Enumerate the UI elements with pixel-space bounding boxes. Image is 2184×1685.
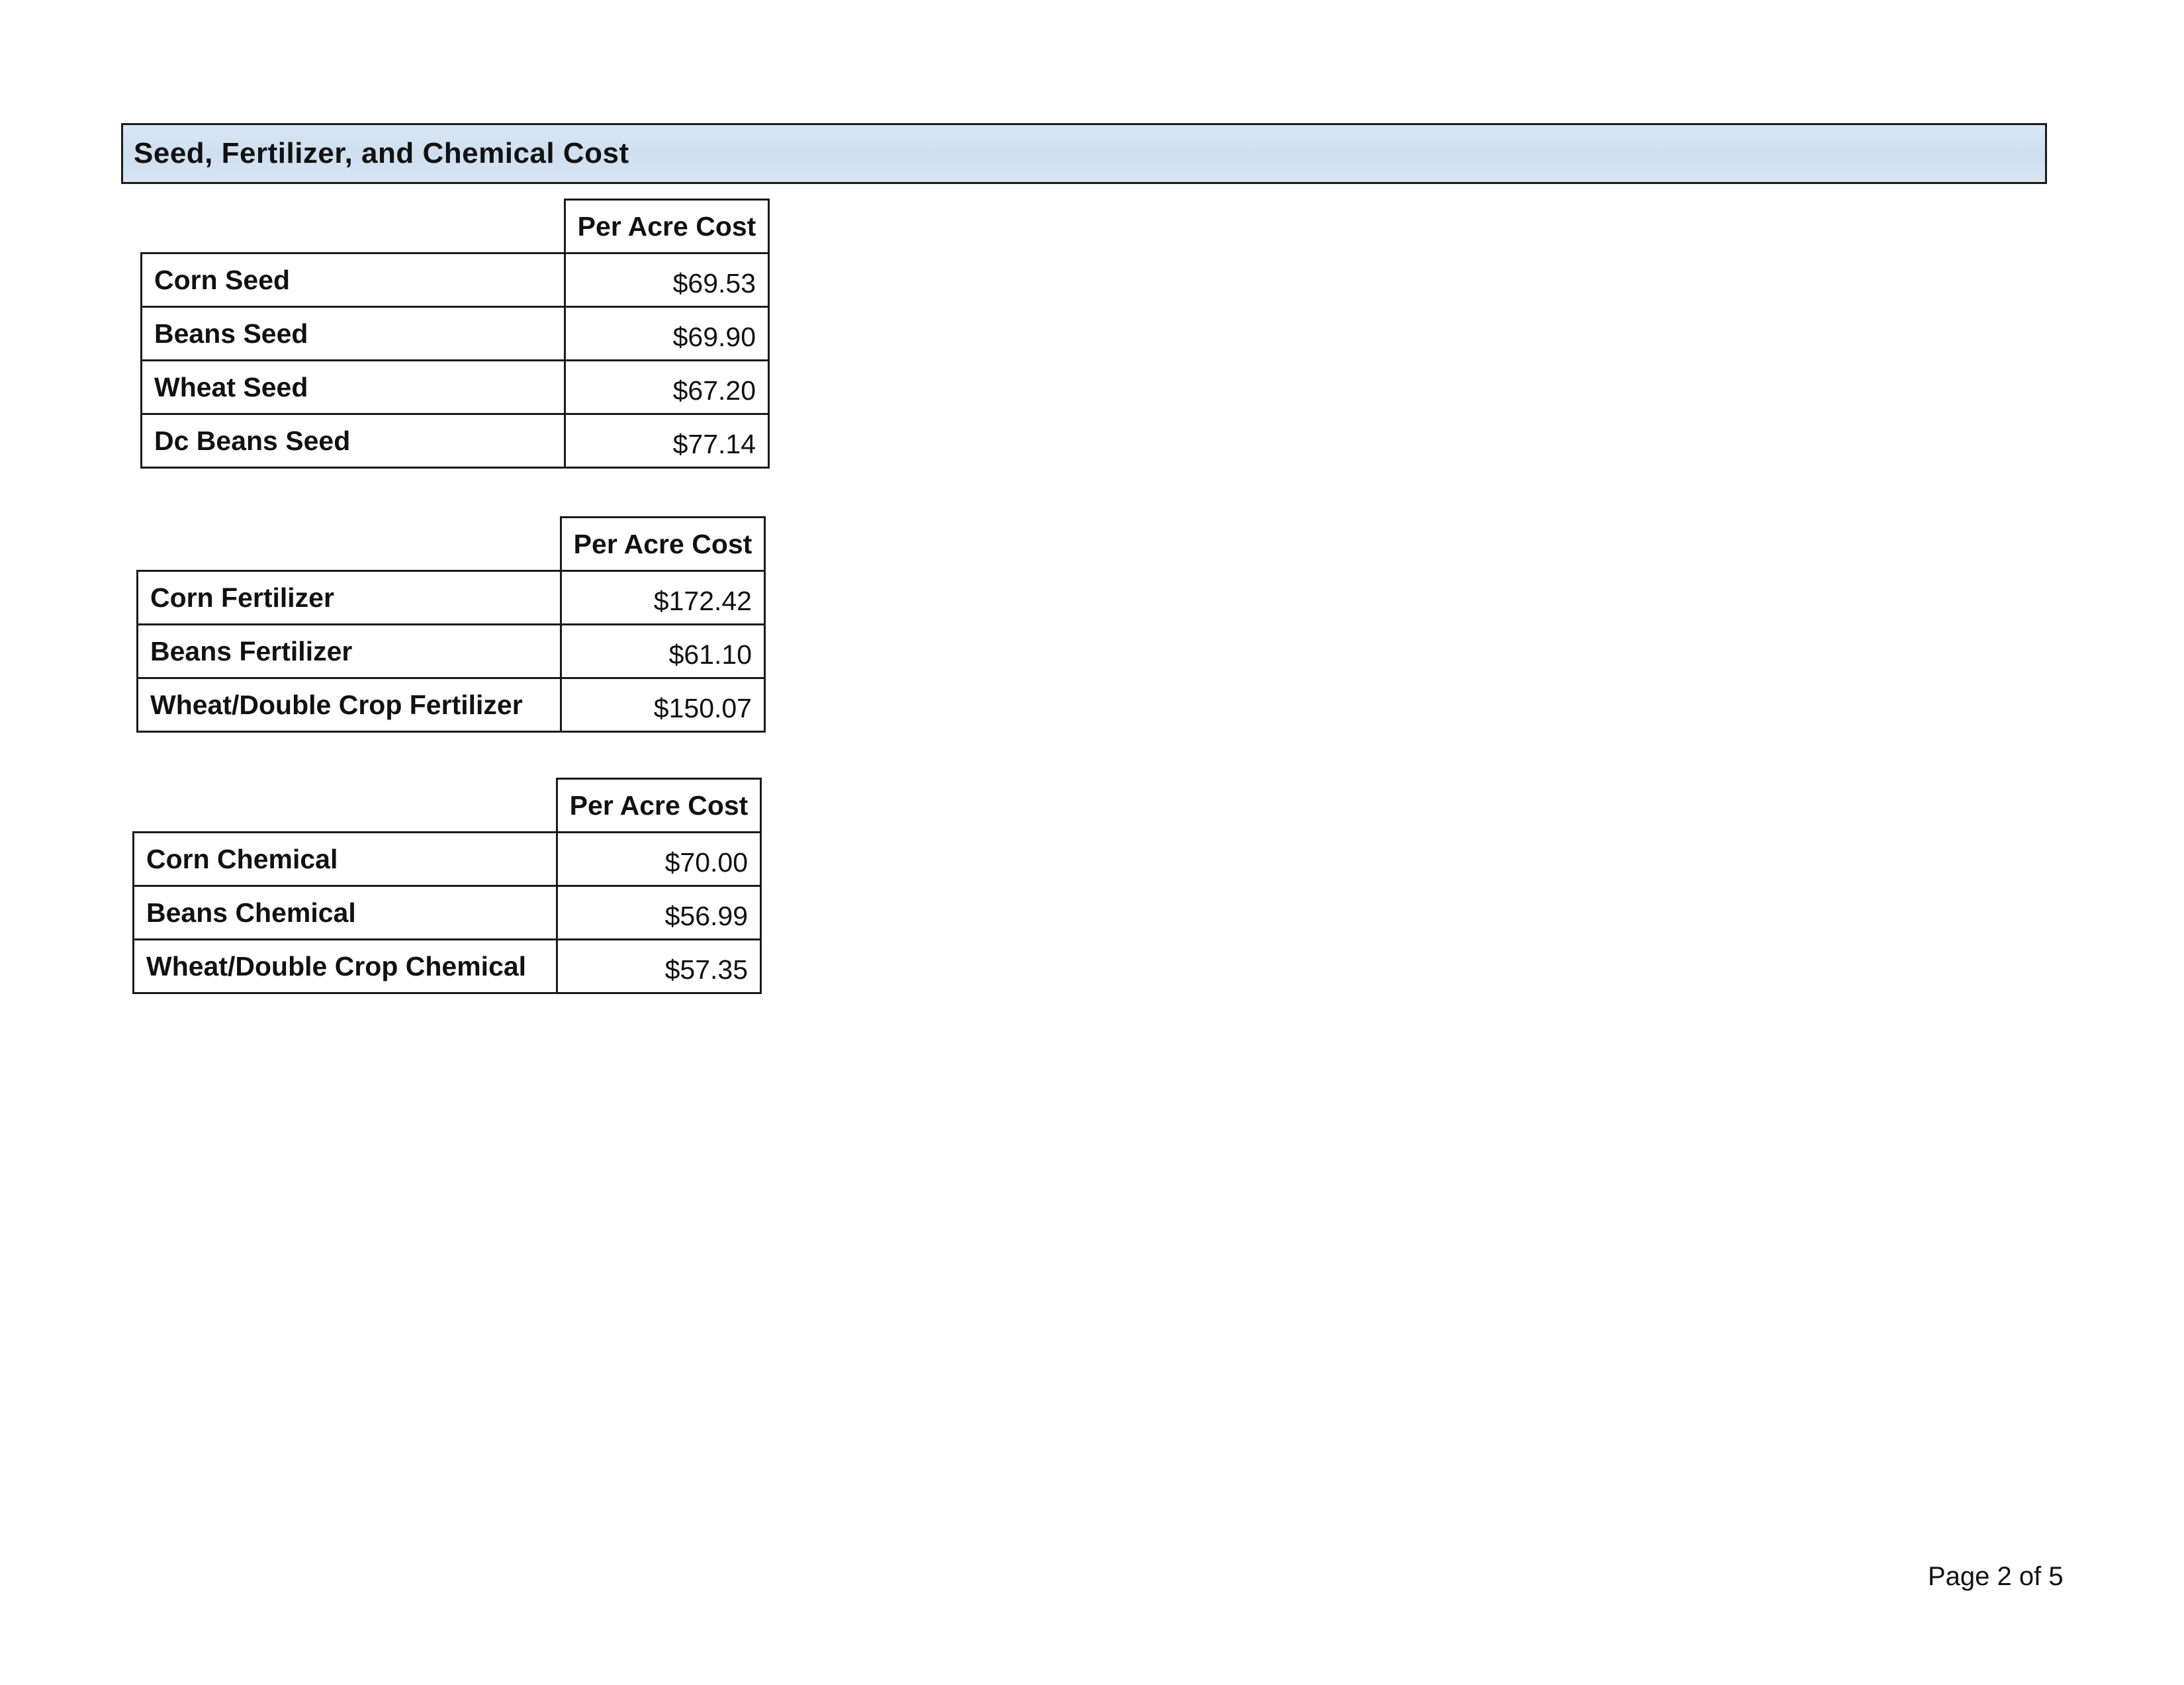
row-value: $70.00 <box>557 833 761 886</box>
row-value: $150.07 <box>561 678 765 732</box>
row-label: Wheat/Double Crop Fertilizer <box>138 678 561 732</box>
chemical-cost-table <box>132 778 762 994</box>
seed-cost-table <box>140 199 770 469</box>
row-value: $69.90 <box>565 307 769 361</box>
table-row <box>134 940 761 993</box>
row-label: Corn Fertilizer <box>138 571 561 625</box>
fertilizer-cost-table <box>136 516 766 733</box>
row-value: $69.53 <box>565 253 769 307</box>
row-label: Dc Beans Seed <box>142 414 565 468</box>
table-row <box>138 571 765 625</box>
row-value: $67.20 <box>565 361 769 414</box>
row-label: Beans Seed <box>142 307 565 361</box>
row-label: Beans Fertilizer <box>138 625 561 678</box>
table-row <box>134 886 761 940</box>
row-label: Wheat/Double Crop Chemical <box>134 940 557 993</box>
table-row <box>142 307 769 361</box>
row-value: $57.35 <box>557 940 761 993</box>
row-label: Corn Seed <box>142 253 565 307</box>
section-header <box>121 123 2047 184</box>
table-row <box>138 678 765 732</box>
row-value: $172.42 <box>561 571 765 625</box>
table-header-row <box>142 200 769 253</box>
section-title: Seed, Fertilizer, and Chemical Cost <box>134 137 629 169</box>
table-row <box>142 253 769 307</box>
row-value: $77.14 <box>565 414 769 468</box>
table-row <box>134 833 761 886</box>
header-spacer <box>142 200 565 253</box>
row-label: Beans Chemical <box>134 886 557 940</box>
row-label: Corn Chemical <box>134 833 557 886</box>
column-header-per-acre-cost: Per Acre Cost <box>565 200 769 253</box>
table-row <box>142 361 769 414</box>
column-header-per-acre-cost: Per Acre Cost <box>557 779 761 833</box>
row-value: $61.10 <box>561 625 765 678</box>
row-value: $56.99 <box>557 886 761 940</box>
header-spacer <box>138 518 561 571</box>
table-row <box>138 625 765 678</box>
column-header-per-acre-cost: Per Acre Cost <box>561 518 765 571</box>
table-row <box>142 414 769 468</box>
table-header-row <box>134 779 761 833</box>
row-label: Wheat Seed <box>142 361 565 414</box>
page-number: Page 2 of 5 <box>1928 1562 2064 1591</box>
header-spacer <box>134 779 557 833</box>
table-header-row <box>138 518 765 571</box>
